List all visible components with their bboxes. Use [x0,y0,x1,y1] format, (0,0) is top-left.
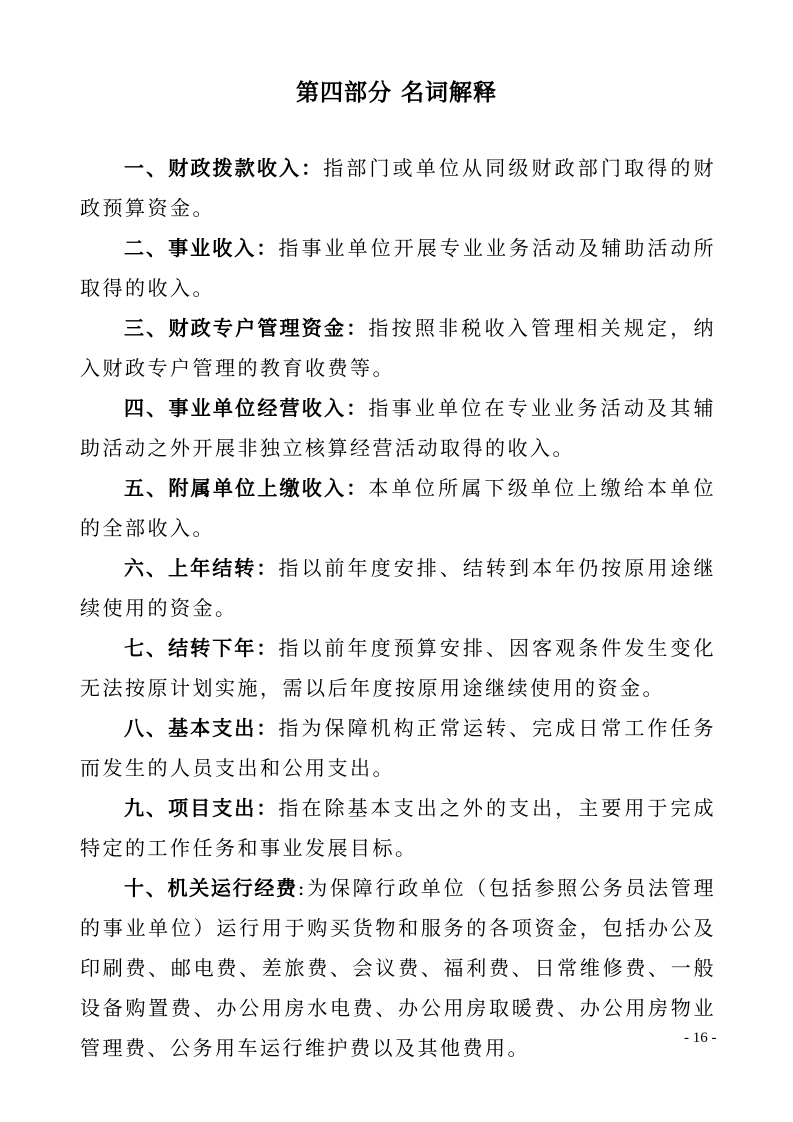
definition-text: 指部门或单位从同级财政部门取得的财政预算资金。 [80,156,717,220]
definition-item [80,308,716,388]
definition-text: 指为保障机构正常运转、完成日常工作任务而发生的人员支出和公用支出。 [80,716,717,780]
definition-term: 六、上年结转： [124,556,279,580]
definition-term: 十、机关运行经费 [124,876,298,900]
definitions-list [80,148,716,1068]
definition-item [80,468,716,548]
definition-item [80,388,716,468]
definition-term: 九、项目支出： [124,796,279,820]
definition-item [80,548,716,628]
definition-item [80,868,716,1068]
page-number: - 16 - [684,1030,717,1046]
definition-item [80,708,716,788]
definition-item [80,788,716,868]
definition-item [80,228,716,308]
definition-text: 本单位所属下级单位上缴给本单位的全部收入。 [80,476,717,540]
definition-text: 指事业单位开展专业业务活动及辅助活动所取得的收入。 [80,236,717,300]
definition-text: 指以前年度预算安排、因客观条件发生变化无法按原计划实施，需以后年度按原用途继续使用的资金。 [80,636,717,700]
definition-text: 指以前年度安排、结转到本年仍按原用途继续使用的资金。 [80,556,717,620]
definition-term: 三、财政专户管理资金： [124,316,369,340]
definition-text: :为保障行政单位（包括参照公务员法管理的事业单位）运行用于购买货物和服务的各项资金，包括办公及印刷费、邮电费、差旅费、会议费、福利费、日常维修费、一般设备购置费、办公用房水电费、办公用房取暖费、办公用房物业管理费、公务用车运行维护费以及其他费用。 [80,876,717,1060]
definition-term: 七、结转下年： [124,636,279,660]
definition-term: 五、附属单位上缴收入： [124,476,369,500]
definition-term: 二、事业收入： [124,236,279,260]
definition-term: 一、财政拨款收入： [124,156,324,180]
definition-term: 八、基本支出： [124,716,279,740]
definition-text: 指事业单位在专业业务活动及其辅助活动之外开展非独立核算经营活动取得的收入。 [80,396,717,460]
definition-term: 四、事业单位经营收入： [124,396,369,420]
definition-item [80,148,716,228]
page-title: 第四部分 名词解释 [295,80,497,106]
definition-item [80,628,716,708]
definition-text: 指在除基本支出之外的支出，主要用于完成特定的工作任务和事业发展目标。 [80,796,717,860]
definition-text: 指按照非税收入管理相关规定，纳入财政专户管理的教育收费等。 [80,316,717,380]
